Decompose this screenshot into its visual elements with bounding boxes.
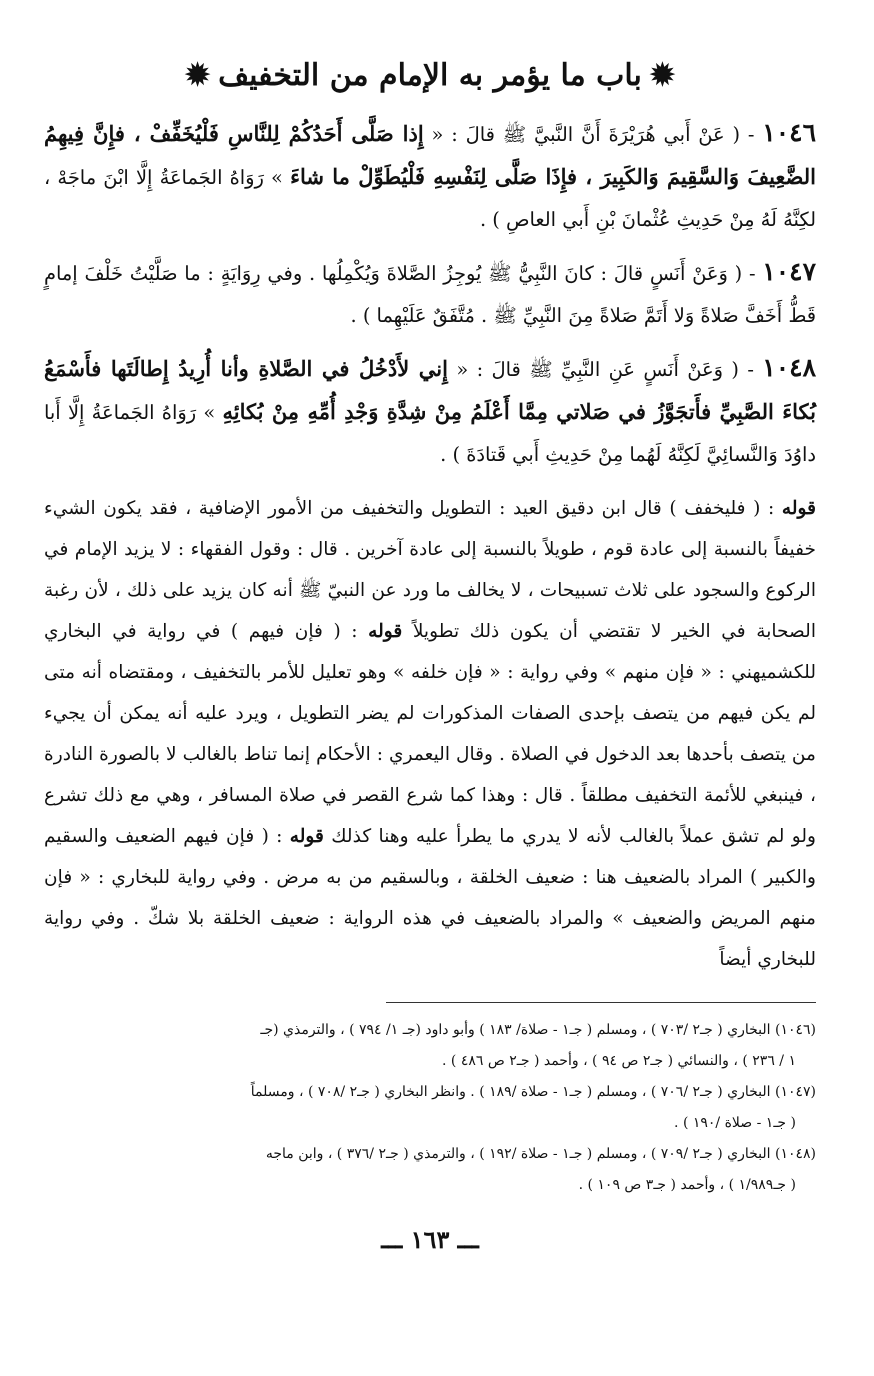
hadith-number: ١٠٤٧	[762, 257, 816, 286]
footnote-divider	[386, 1002, 816, 1003]
footnote-1047	[44, 1077, 816, 1139]
hadith-1048	[44, 347, 816, 476]
hadith-1047	[44, 251, 816, 337]
qawluh-label: قوله	[289, 826, 324, 847]
footnote-line: (١٠٤٨) البخاري ( جـ٢ /٧٠٩ ) ، ومسلم ( جـ١ - صلاة /١٩٢ ) ، والترمذي ( جـ٢ /٣٧٦ ) ، وابن ماجه	[265, 1146, 816, 1162]
footnote-1046	[44, 1015, 816, 1077]
commentary-part-1: : ( فليخفف ) قال ابن دقيق العيد : التطويل والتخفيف من الأمور الإضافية ، فقد يكون الشيء خفيفاً بالنسبة إلى عادة قوم ، طويلاً بالنسبة إلى عادة آخرين . قال : وقول الفقهاء : لا يزيد الإمام في الركوع والسجود على ثلاث تسبيحات ، لا يخالف ما ورد عن النبيّ ﷺ أنه كان يزيد على ذلك ، لأن رغبة الصحابة في الخير لا تقتضي أن يكون ذلك تطويلاً	[44, 498, 816, 642]
hadith-text: إِني لأَدْخُلُ في الصَّلاةِ وأنا أُرِيدُ إِطالَتَها فأَسْمَعُ بُكاءَ الصَّبِيِّ فأَتجَوَّزُ في صَلاتي مِمَّا أَعْلَمُ مِنْ شِدَّةِ وَجْدِ أُمِّهِ مِنْ بُكائِهِ	[44, 356, 816, 424]
footnote-line: ( جـ١/٩٨٩ ) ، وأحمد ( جـ٣ ص ١٠٩ ) .	[578, 1177, 796, 1193]
hadith-intro: - ( وَعَنْ أَنَسٍ قالَ : كانَ النَّبِيُّ ﷺ يُوجِزُ الصَّلاةَ وَيُكْمِلُها . وفي رِوَايَةٍ : ما صَلَّيْتُ خَلْفَ إمامٍ قَطُّ أَخَفَّ صَلاةً وَلا أَتَمَّ صَلاةً مِنَ النَّبِيِّ ﷺ . مُتَّفَقٌ عَلَيْهِما ) .	[44, 262, 816, 327]
hadith-outro: » رَوَاهُ الجَماعَةُ إِلَّا أَبا داوُدَ وَالنَّسائِيَّ لَكِنَّهُ لَهُما مِنْ حَدِيثِ أَبي قَتادَةَ ) .	[44, 401, 816, 466]
footnotes	[44, 1015, 816, 1201]
star-ornament-icon: ✹	[649, 58, 676, 93]
chapter-title: باب ما يؤمر به الإمام من التخفيف	[218, 58, 642, 93]
qawluh-label: قوله	[781, 498, 816, 519]
hadith-number: ١٠٤٨	[762, 353, 817, 382]
footnote-1048	[44, 1139, 816, 1201]
qawluh-label: قوله	[368, 621, 403, 642]
hadith-text: إِذا صَلَّى أَحَدُكُمْ لِلنَّاسِ فَلْيُخَفِّفْ ، فإِنَّ فِيهِمُ الضَّعِيفَ وَالسَّقِيمَ وَالكَبِيرَ ، فإِذَا صَلَّى لِنَفْسِهِ فَلْيُطَوِّلْ ما شاءَ	[44, 121, 816, 189]
page-number: ـــ ١٦٣ ـــ	[381, 1225, 479, 1254]
hadith-1046	[44, 112, 816, 241]
hadith-outro: » رَوَاهُ الجَماعَةُ إِلَّا ابْنَ ماجَهْ ، لكِنَّهُ لَهُ مِنْ حَدِيثِ عُثْمانَ بْنِ أَبي العاصِ ) .	[44, 166, 816, 231]
commentary-part-2: : ( فإن فيهم ) في رواية في البخاري للكشميهني : « فإن منهم » وفي رواية : « فإن خلفه » وهو تعليل للأمر بالتخفيف ، ومقتضاه أنه متى لم يكن فيهم من يتصف بإحدى الصفات المذكورات لم يضر التطويل ، ويرد عليه أنه يمكن أن يجيء من يتصف بأحدها بعد الدخول في الصلاة . وقال اليعمري : الأحكام إنما تناط بالغالب لا بالصورة النادرة ، فينبغي للأئمة التخفيف مطلقاً . قال : وهذا كما شرع القصر في صلاة المسافر ، وهي مع ذلك تشرع ولو لم تشق عملاً بالغالب لأنه لا يدري ما يطرأ عليه وهنا كذلك	[44, 621, 817, 847]
hadith-number: ١٠٤٦	[762, 118, 816, 147]
footnote-line: ١ / ٢٣٦ ) ، والنسائي ( جـ٢ ص ٩٤ ) ، وأحمد ( جـ٢ ص ٤٨٦ ) .	[442, 1053, 796, 1069]
footnote-line: (١٠٤٦) البخاري ( جـ٢ /٧٠٣ ) ، ومسلم ( جـ١ - صلاة/ ١٨٣ ) وأبو داود (جـ ١/ ٧٩٤ ) ، والترمذي (جـ	[260, 1022, 816, 1038]
star-ornament-icon: ✹	[184, 58, 211, 93]
hadith-intro: - ( عَنْ أَبي هُرَيْرَةَ أَنَّ النَّبيَّ ﷺ قالَ : «	[423, 123, 763, 146]
footnote-line: ( جـ١ - صلاة /١٩٠ ) .	[674, 1115, 796, 1131]
commentary	[44, 488, 816, 980]
commentary-part-3: : ( فإن فيهم الضعيف والسقيم والكبير ) المراد بالضعيف هنا : ضعيف الخلقة ، وبالسقيم من به مرض . وفي رواية للبخاري : « فإن منهم المريض والضعيف » والمراد بالضعيف في هذه الرواية : ضعيف الخلقة بلا شكّ . وفي رواية للبخاري أيضاً	[44, 826, 816, 970]
footnote-line: (١٠٤٧) البخاري ( جـ٢ /٧٠٦ ) ، ومسلم ( جـ١ - صلاة /١٨٩ ) . وانظر البخاري ( جـ٢ /٧٠٨ ) ، ومسلماً	[250, 1084, 816, 1100]
chapter-heading	[44, 58, 816, 94]
hadith-intro: - ( وَعَنْ أَنَسٍ عَنِ النَّبِيِّ ﷺ قالَ : «	[447, 358, 763, 381]
